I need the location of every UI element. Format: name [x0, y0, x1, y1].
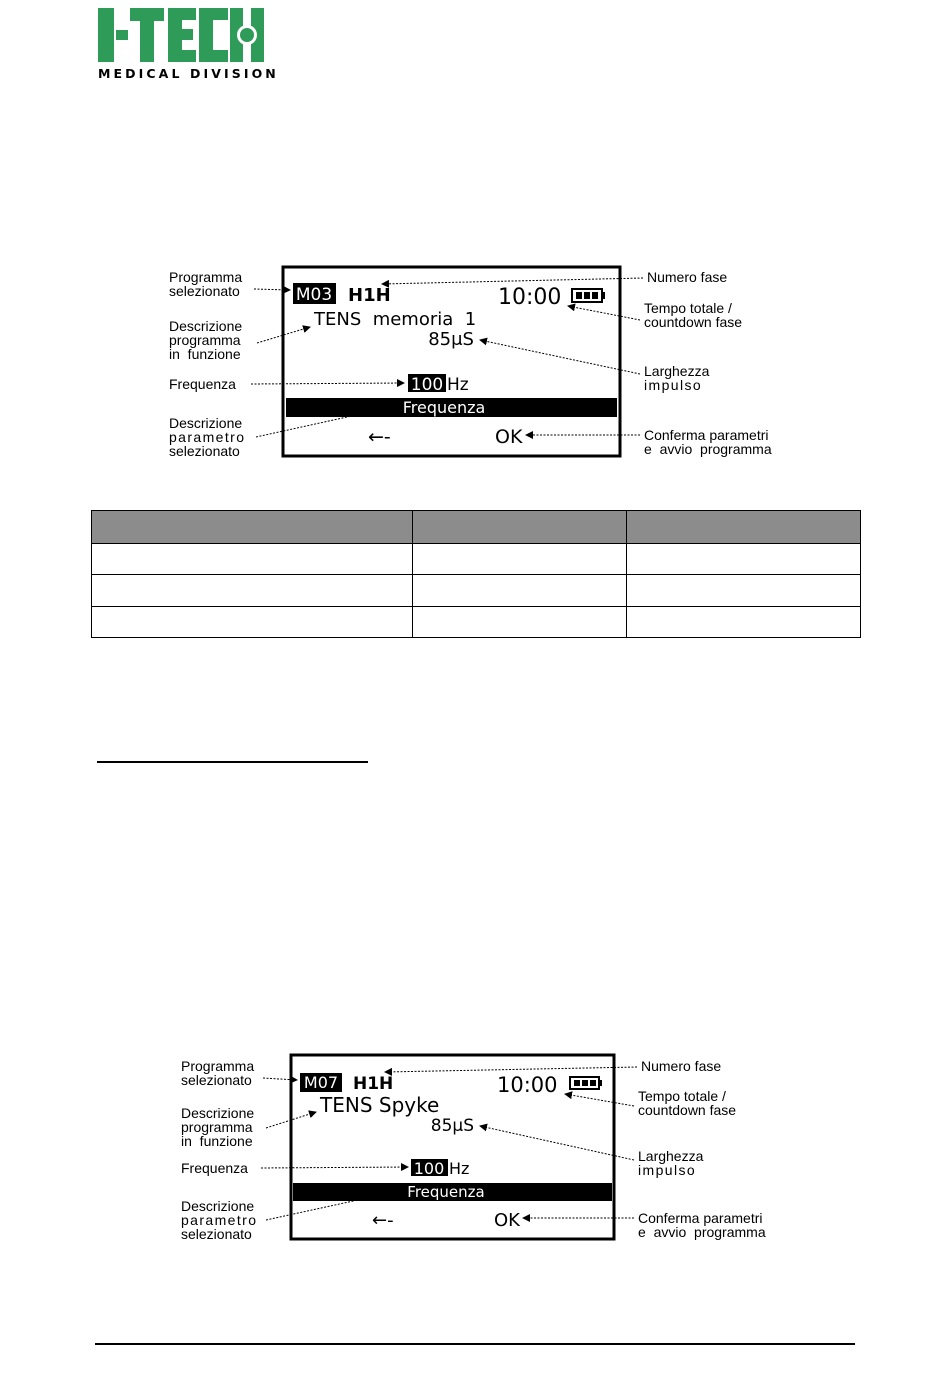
label-conferma-2: Conferma parametri	[638, 1210, 763, 1226]
label-descrizione-1: Descrizione	[169, 318, 243, 334]
label-in-funzione-2: in funzione	[181, 1133, 253, 1149]
label-parametro-1: parametro	[169, 429, 246, 445]
table-cell	[627, 606, 861, 637]
program-description: TENS memoria 1	[314, 309, 477, 330]
label-numero-fase-2: Numero fase	[641, 1058, 722, 1074]
label-parametro-2: parametro	[181, 1212, 258, 1228]
label-conferma-1: Conferma parametri	[644, 427, 769, 443]
table-cell	[627, 544, 861, 575]
table-cell	[413, 544, 627, 575]
label-impulso-1: impulso	[644, 377, 703, 393]
label-countdown-2: countdown fase	[638, 1102, 737, 1118]
selected-parameter: Frequenza	[402, 398, 486, 417]
table-header-row	[92, 511, 861, 544]
table-row	[92, 575, 861, 606]
table-header-cell	[627, 511, 861, 544]
label-avvio-2: e avvio programma	[638, 1224, 766, 1240]
label-selezionato-2: selezionato	[181, 1072, 252, 1088]
logo-division-text: MEDICAL DIVISION	[98, 66, 279, 81]
label-descrizione-2: Descrizione	[181, 1105, 255, 1121]
frequency-unit: Hz	[449, 1159, 470, 1178]
footer-rule	[95, 1343, 855, 1345]
label-numero-fase-1: Numero fase	[647, 269, 728, 285]
table-cell	[627, 575, 861, 606]
table-header-cell	[92, 511, 413, 544]
label-descrizione-par-2: Descrizione	[181, 1198, 255, 1214]
table-cell	[413, 575, 627, 606]
label-descrizione-par-1: Descrizione	[169, 415, 243, 431]
label-tempo-1: Tempo totale /	[644, 300, 732, 316]
label-larghezza-1: Larghezza	[644, 363, 710, 379]
frequency-value: 100	[410, 375, 444, 395]
phase-code: H1H	[353, 1074, 394, 1094]
program-code: M07	[303, 1073, 339, 1092]
selected-parameter: Frequenza	[407, 1183, 485, 1201]
label-selezionato-1: selezionato	[169, 283, 240, 299]
table-row	[92, 606, 861, 637]
table-cell	[92, 606, 413, 637]
frequency-value: 100	[413, 1159, 445, 1178]
frequency-unit: Hz	[447, 375, 469, 395]
table-cell	[92, 544, 413, 575]
back-arrow-icon: ←-	[372, 1210, 394, 1231]
label-programma-desc-2: programma	[181, 1119, 253, 1135]
label-frequenza-2: Frequenza	[181, 1160, 248, 1176]
label-selezionato-par-1: selezionato	[169, 443, 240, 459]
table-cell	[92, 575, 413, 606]
table-header-cell	[413, 511, 627, 544]
label-tempo-2: Tempo totale /	[638, 1088, 726, 1104]
label-frequenza-1: Frequenza	[169, 376, 236, 392]
time-display: 10:00	[498, 285, 562, 310]
back-arrow-icon: ←-	[368, 426, 391, 448]
parameter-table	[91, 510, 861, 638]
label-countdown-1: countdown fase	[644, 314, 743, 330]
lcd-diagram-1	[0, 0, 950, 500]
pulse-width: 85μS	[428, 329, 474, 350]
program-code: M03	[295, 285, 333, 305]
label-impulso-2: impulso	[638, 1162, 697, 1178]
label-programma-1: Programma	[169, 269, 243, 285]
program-description: TENS Spyke	[320, 1093, 440, 1117]
label-in-funzione-1: in funzione	[169, 346, 241, 362]
table-cell	[413, 606, 627, 637]
time-display: 10:00	[497, 1073, 558, 1097]
ok-label: OK	[494, 1210, 520, 1231]
pulse-width: 85μS	[430, 1116, 474, 1136]
label-programma-2: Programma	[181, 1058, 255, 1074]
label-programma-desc-1: programma	[169, 332, 241, 348]
label-avvio-1: e avvio programma	[644, 441, 772, 457]
ok-label: OK	[495, 426, 523, 448]
label-larghezza-2: Larghezza	[638, 1148, 704, 1164]
section-heading-underline	[97, 761, 368, 763]
label-selezionato-par-2: selezionato	[181, 1226, 252, 1242]
phase-code: H1H	[348, 285, 391, 306]
table-row	[92, 544, 861, 575]
lcd-diagram-2	[0, 1040, 950, 1260]
